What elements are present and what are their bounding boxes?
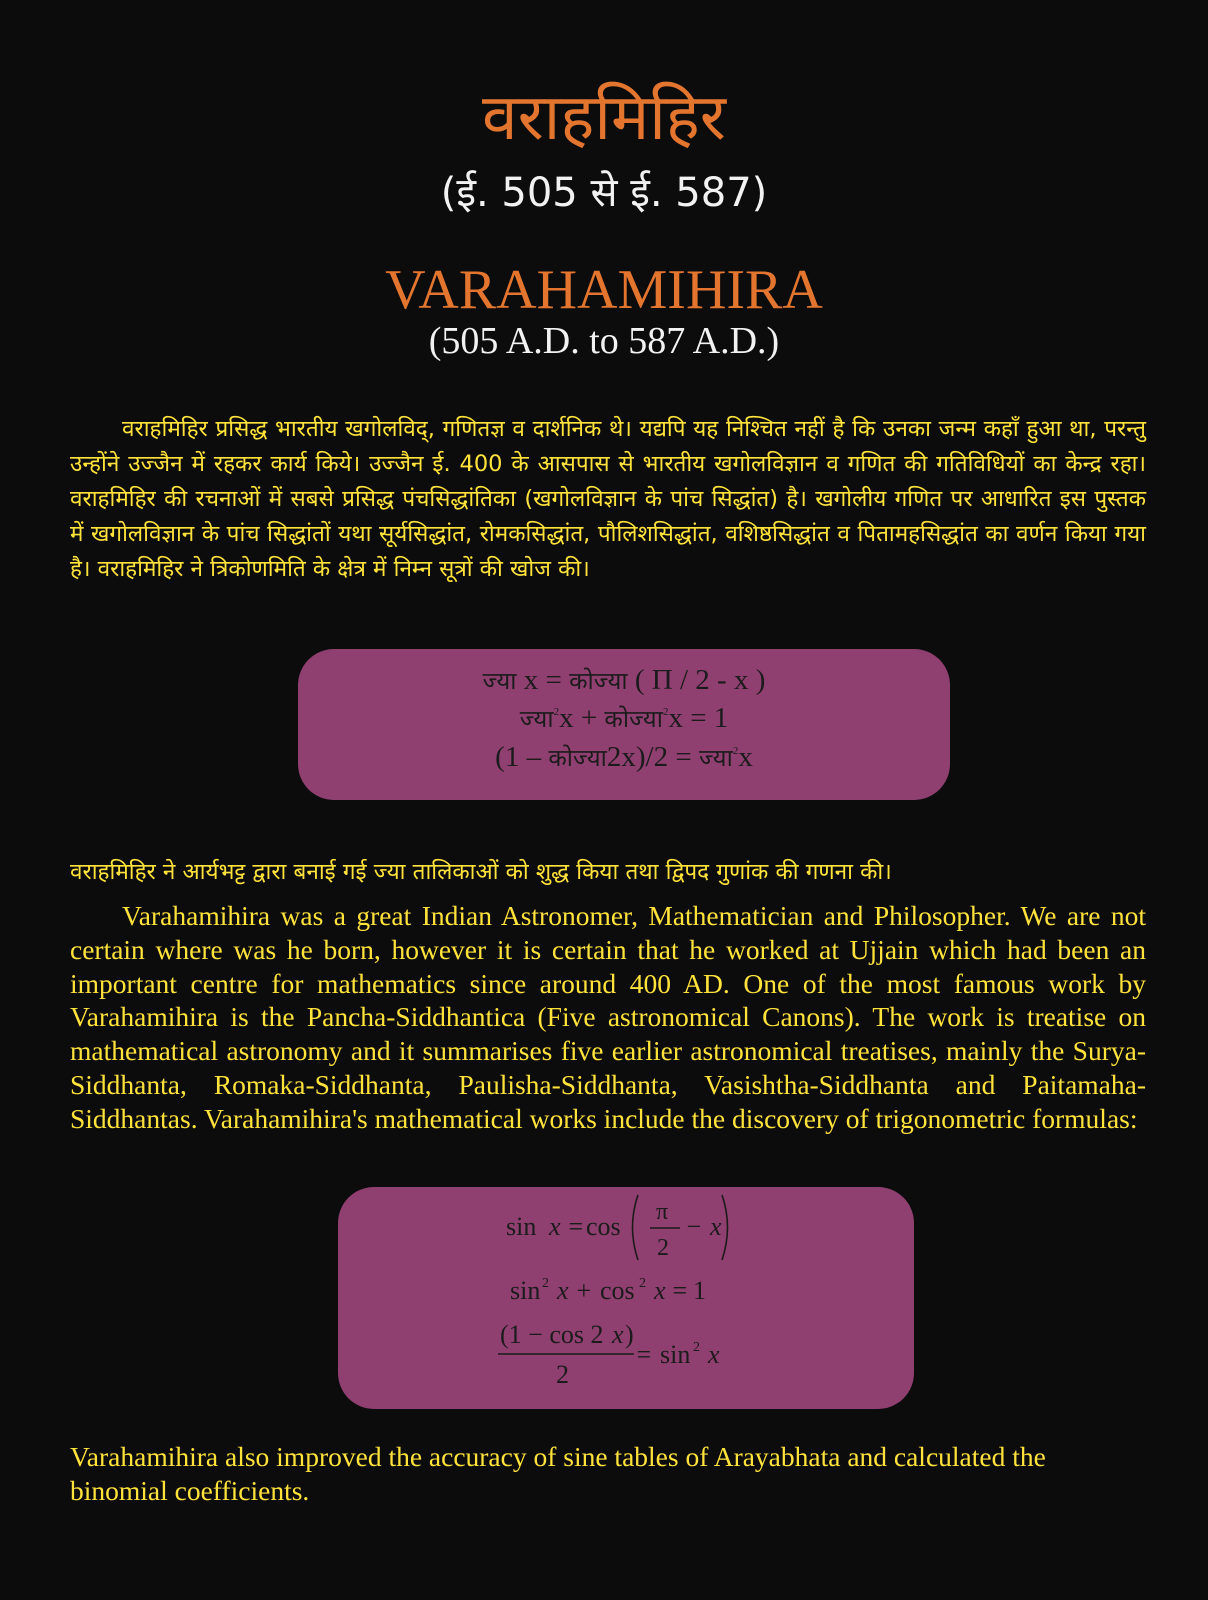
f1-two: 2 xyxy=(657,1235,669,1261)
f1-sin: sin xyxy=(506,1212,537,1241)
f2-x1: x xyxy=(557,1276,569,1305)
f2-one: 1 xyxy=(693,1276,706,1305)
f3-close: ) xyxy=(625,1320,634,1349)
f3-eq: = xyxy=(630,1340,658,1369)
hindi-paragraph: वराहमिहिर प्रसिद्ध भारतीय खगोलविद्, गणितज्ञ व दार्शनिक थे। यद्यपि यह निश्चित नहीं है कि उनका जन्म कहाँ हुआ था, परन्तु उन्होंने उज्जैन में रहकर कार्य किये। उज्जैन ई. 400 के आसपास से भारतीय खगोलविज्ञान व गणित की गतिविधियों का केन्द्र रहा। वराहमिहिर की रचनाओं में सबसे प्रसिद्ध पंचसिद्धांतिका (खगोलविज्ञान के पांच सिद्धांत) है। खगोलीय गणित पर आधारित इस पुस्तक में खगोलविज्ञान के पांच सिद्धांतों यथा सूर्यसिद्धांत, रोमकसिद्धांत, पौलिशसिद्धांत, वशिष्ठसिद्धांत व पितामहसिद्धांत का वर्णन किया गया है। वराहमिहिर ने त्रिकोणमिति के क्षेत्र में निम्न सूत्रों की खोज की। xyxy=(70,416,1146,582)
f2-cos: cos xyxy=(600,1276,635,1305)
formula-hindi-3: (1 – कोज्या2x)/2 = ज्या$^2$x xyxy=(495,741,753,773)
english-paragraph: Varahamihira was a great Indian Astronomer, Mathematician and Philosopher. We are not certain where was he born, however it is certain that he worked at Ujjain which had been an important centre for mathematics since around 400 AD. One of the most famous work by Varahamihira is the Pancha-Siddhantica (Five astronomical Canons). The work is treatise on mathematical astronomy and it summarises five earlier astronomical treatises, mainly the Surya-Siddhanta, Romaka-Siddhanta, Paulisha-Siddhanta, Vasishtha-Siddhanta and Paitamaha-Siddhantas. Varahamihira's mathematical works include the discovery of trigonometric formulas: xyxy=(70,900,1146,1134)
f1-right-paren xyxy=(722,1195,728,1260)
f2-sup1: 2 xyxy=(542,1276,549,1291)
f1-eq: = xyxy=(562,1212,590,1241)
f3-sin: sin xyxy=(660,1340,691,1369)
formula-english-svg xyxy=(338,1187,914,1409)
f2-eq: = xyxy=(666,1276,694,1305)
page-title-english: VARAHAMIHIRA xyxy=(385,259,823,321)
english-closing-paragraph: Varahamihira also improved the accuracy of sine tables of Arayabhata and calculated the binomial coefficients. xyxy=(70,1441,1046,1506)
f3-x: x xyxy=(612,1320,624,1349)
f1-left-paren xyxy=(633,1195,639,1260)
formula-box-english xyxy=(338,1187,914,1409)
f3-den: 2 xyxy=(556,1360,569,1389)
f2-sin: sin xyxy=(510,1276,541,1305)
page-title-hindi: वराहमिहिर xyxy=(482,81,726,155)
f3-var: x xyxy=(708,1340,720,1369)
f2-x2: x xyxy=(654,1276,666,1305)
f1-minus: − xyxy=(680,1212,708,1241)
dates-hindi: (ई. 505 से ई. 587) xyxy=(440,170,768,216)
formula-box-hindi xyxy=(298,649,950,800)
formula-hindi-2: ज्या$^2$x + कोज्या$^2$x = 1 xyxy=(519,702,729,734)
formula-hindi-1: ज्या x = कोज्या ( Π / 2 - x ) xyxy=(482,664,766,696)
f3-sup: 2 xyxy=(693,1340,700,1355)
hindi-closing-line: वराहमिहिर ने आर्यभट्ट द्वारा बनाई गई ज्या तालिकाओं को शुद्ध किया तथा द्विपद गुणांक की गणना की। xyxy=(70,859,892,885)
f2-sup2: 2 xyxy=(639,1276,646,1291)
f1-x2: x xyxy=(710,1212,722,1241)
f1-cos: cos xyxy=(586,1212,621,1241)
formula-english-2 xyxy=(510,1276,706,1305)
f1-x: x xyxy=(549,1212,561,1241)
formula-english-3 xyxy=(498,1320,720,1389)
formula-english-1 xyxy=(506,1195,728,1261)
dates-english: (505 A.D. to 587 A.D.) xyxy=(428,320,780,362)
f2-plus: + xyxy=(570,1276,598,1305)
f3-num: (1 − cos 2 xyxy=(500,1320,604,1349)
f1-pi: π xyxy=(656,1199,669,1225)
